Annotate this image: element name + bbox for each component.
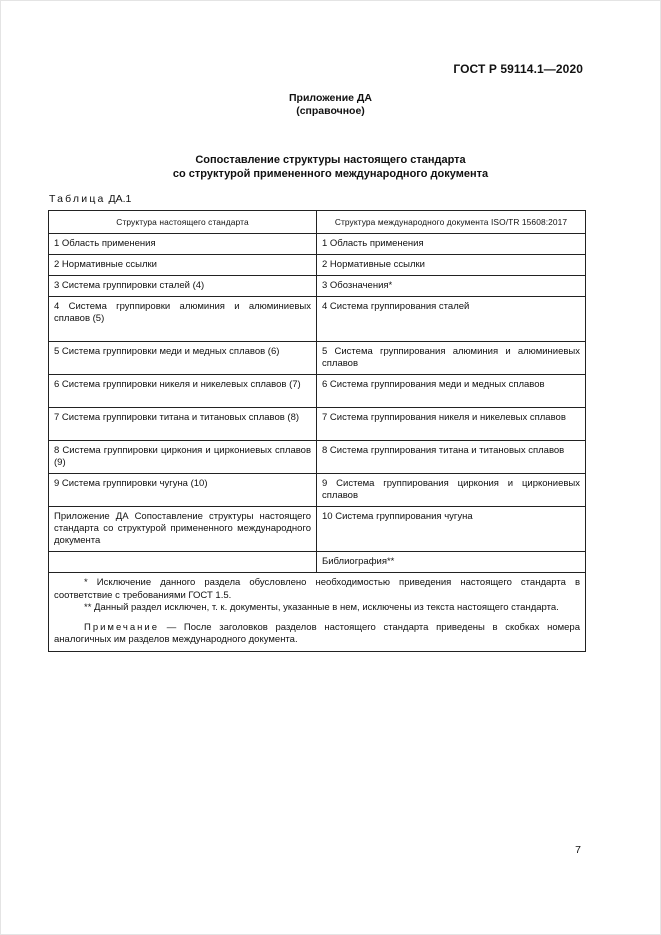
table-caption-id: ДА.1 — [108, 193, 132, 205]
table-cell-international: 6 Система группирования меди и медных сплавов — [317, 375, 586, 408]
table-cell-standard — [49, 552, 317, 573]
column-header-standard: Структура настоящего стандарта — [49, 211, 317, 234]
table-cell-standard: 7 Система группировки титана и титановых сплавов (8) — [49, 408, 317, 441]
table-cell-standard: Приложение ДА Сопоставление структуры настоящего стандарта со структурой примененного международного документа — [49, 507, 317, 552]
table-cell-international: 7 Система группирования никеля и никелевых сплавов — [317, 408, 586, 441]
table-cell-standard: 6 Система группировки никеля и никелевых сплавов (7) — [49, 375, 317, 408]
appendix-title: Приложение ДА — [289, 92, 372, 104]
table-cell-standard: 5 Система группировки меди и медных сплавов (6) — [49, 342, 317, 375]
table-caption — [49, 193, 131, 205]
table-row — [49, 441, 586, 474]
table-row — [49, 255, 586, 276]
table-row — [49, 507, 586, 552]
table-note-label: Примечание — [84, 621, 159, 633]
table-cell-international: 5 Система группирования алюминия и алюминиевых сплавов — [317, 342, 586, 375]
table-cell-international: 3 Обозначения* — [317, 276, 586, 297]
table-row — [49, 342, 586, 375]
section-title-line-2: со структурой примененного международного документа — [172, 168, 489, 180]
comparison-table — [48, 210, 586, 652]
table-row — [49, 234, 586, 255]
table-cell-international: 10 Система группирования чугуна — [317, 507, 586, 552]
document-code: ГОСТ Р 59114.1—2020 — [453, 62, 583, 76]
table-row — [49, 474, 586, 507]
table-cell-international: 9 Система группирования циркония и циркониевых сплавов — [317, 474, 586, 507]
table-row — [49, 375, 586, 408]
table-notes-row — [49, 573, 586, 652]
table-cell-standard: 4 Система группировки алюминия и алюминиевых сплавов (5) — [49, 297, 317, 342]
table-cell-international: 4 Система группирования сталей — [317, 297, 586, 342]
section-title — [0, 153, 661, 181]
footnote-1: * Исключение данного раздела обусловлено необходимостью приведения настоящего стандарта в соответствие с требованиями ГОСТ 1.5. — [54, 577, 580, 601]
table-cell-standard: 3 Система группировки сталей (4) — [49, 276, 317, 297]
page-number: 7 — [575, 844, 581, 856]
table-cell-standard: 2 Нормативные ссылки — [49, 255, 317, 276]
table-notes-cell — [49, 573, 586, 652]
table-cell-international: 8 Система группирования титана и титановых сплавов — [317, 441, 586, 474]
table-row — [49, 297, 586, 342]
table-cell-international: 1 Область применения — [317, 234, 586, 255]
section-title-line-1: Сопоставление структуры настоящего стандарта — [195, 154, 466, 166]
table-header-row — [49, 211, 586, 234]
table-row — [49, 552, 586, 573]
column-header-international: Структура международного документа ISO/TR 15608:2017 — [317, 211, 586, 234]
table-cell-international: 2 Нормативные ссылки — [317, 255, 586, 276]
table-row — [49, 408, 586, 441]
table-note-text: — После заголовков разделов настоящего стандарта приведены в скобках номера аналогичных им разделов международного документа. — [54, 621, 580, 645]
table-note — [54, 622, 580, 647]
table-cell-international: Библиография** — [317, 552, 586, 573]
table-cell-standard: 9 Система группировки чугуна (10) — [49, 474, 317, 507]
appendix-heading — [0, 92, 661, 118]
table-cell-standard: 8 Система группировки циркония и циркониевых сплавов (9) — [49, 441, 317, 474]
table-caption-prefix: Таблица — [49, 193, 106, 205]
table-cell-standard: 1 Область применения — [49, 234, 317, 255]
table-row — [49, 276, 586, 297]
appendix-subtitle: (справочное) — [296, 105, 365, 117]
footnote-2: ** Данный раздел исключен, т. к. документы, указанные в нем, исключены из текста настоящего стандарта. — [84, 602, 559, 613]
